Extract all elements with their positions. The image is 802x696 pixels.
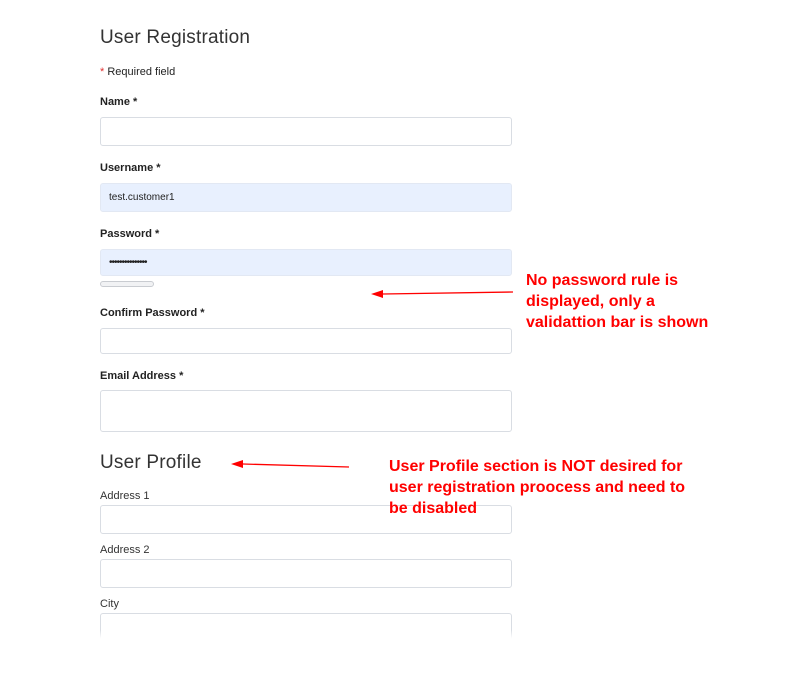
name-label: Name * [100,96,138,108]
password-input[interactable]: ••••••••••••••• [100,249,512,276]
username-label: Username * [100,162,161,174]
required-star: * [100,66,105,78]
address1-label: Address 1 [100,490,150,502]
password-note-arrow-icon [371,290,513,298]
password-note-line: No password rule is [526,272,679,289]
city-label: City [100,598,119,610]
password-note-line: validattion bar is shown [526,314,709,331]
address2-label: Address 2 [100,544,150,556]
email-label: Email Address * [100,370,184,382]
profile-note-line: be disabled [389,500,478,517]
profile-note [389,456,685,519]
profile-note-line: user registration proocess and need to [389,479,686,496]
password-note [526,270,708,333]
required-field-text: Required field [107,66,176,78]
confirm-password-label: Confirm Password * [100,307,205,319]
profile-note-arrow-icon [231,460,349,468]
password-note-line: displayed, only a [526,293,655,310]
profile-note-line: User Profile section is NOT desired for [389,458,683,475]
password-label: Password * [100,228,160,240]
registration-title: User Registration [100,27,251,48]
profile-title: User Profile [100,452,202,473]
